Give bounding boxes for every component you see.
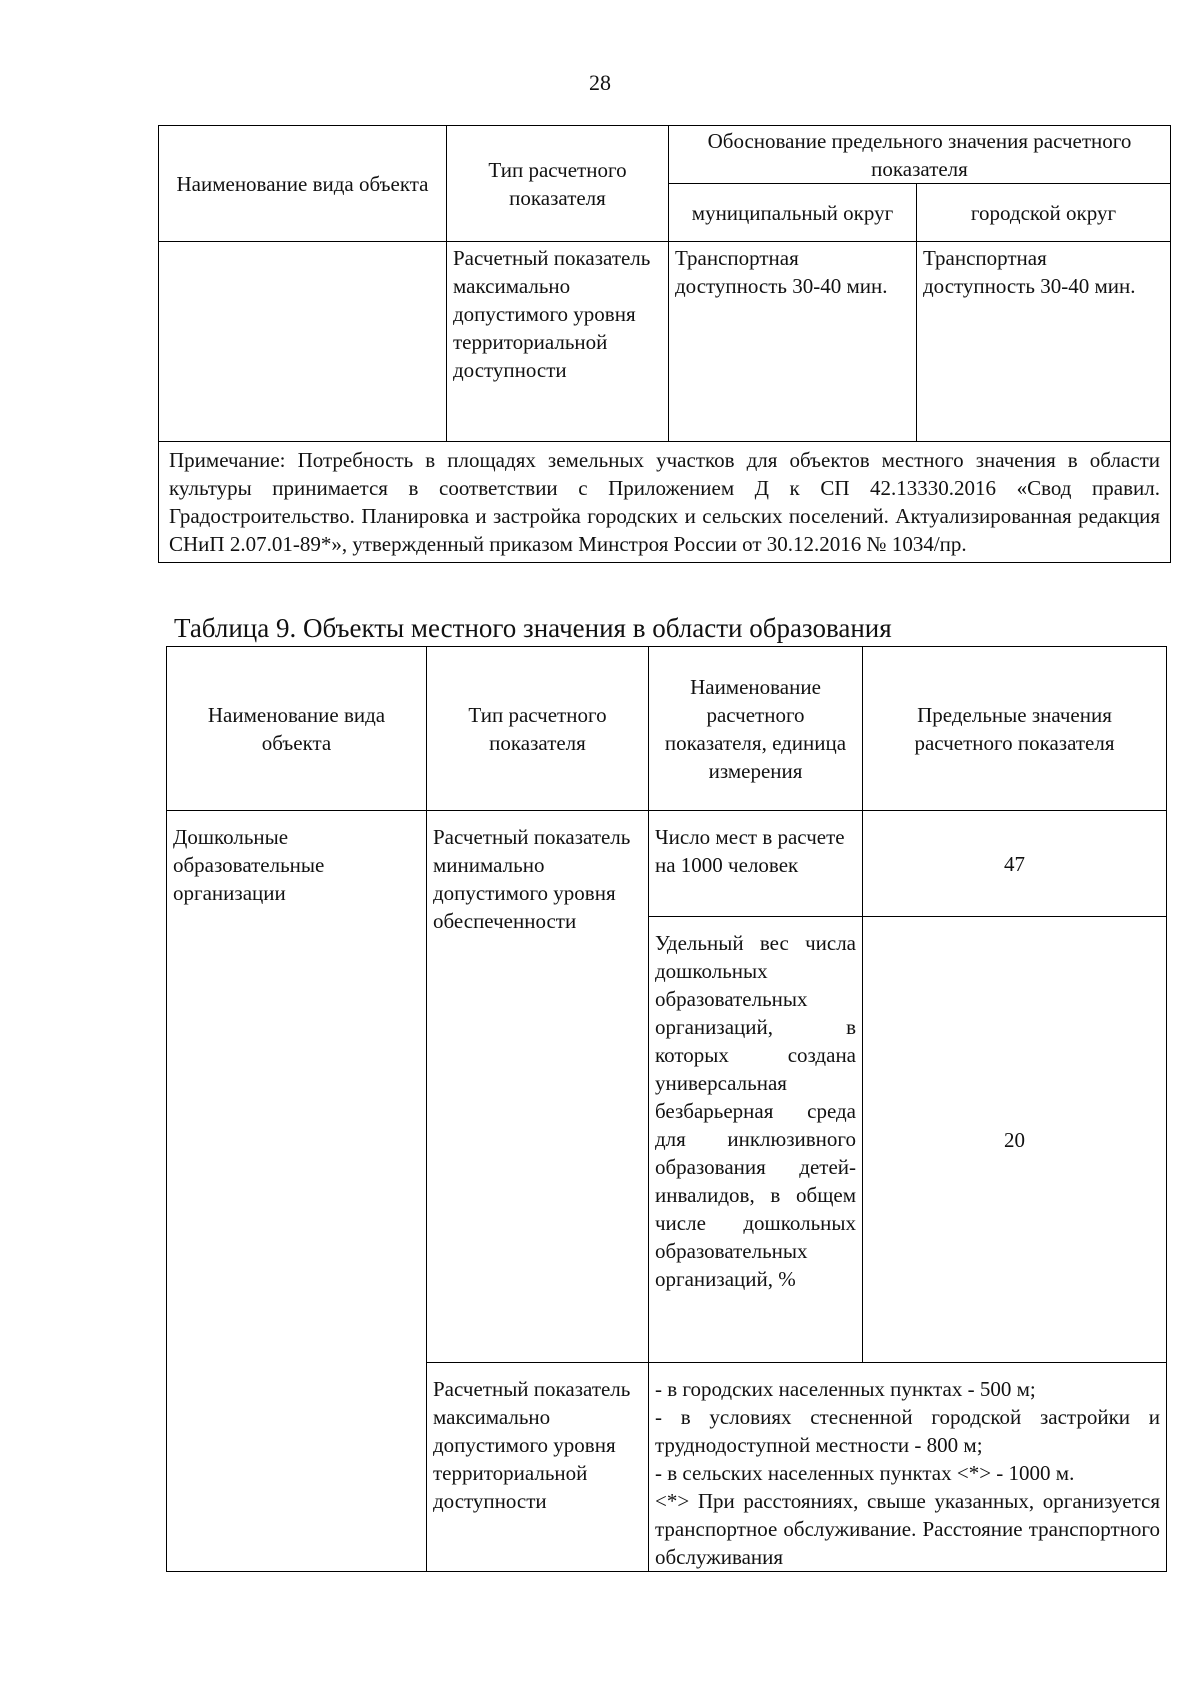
cell-indicator-type: Расчетный показатель максимально допустимого уровня территориальной доступности (447, 242, 669, 442)
cell-min-level: Расчетный показатель минимально допустимого уровня обеспеченности (427, 811, 649, 1363)
header-municipal: муниципальный округ (669, 184, 917, 242)
access-line: <*> При расстояниях, свыше указанных, организуется транспортное обслуживание. Расстояние транспортного обслуживания (655, 1489, 1160, 1569)
cell-max-level: Расчетный показатель максимально допустимого уровня территориальной доступности (427, 1363, 649, 1572)
header-indicator-name: Наименование расчетного показателя, единица измерения (649, 647, 863, 811)
access-line: - в сельских населенных пунктах <*> - 1000 м. (655, 1461, 1075, 1485)
cell-empty (159, 242, 447, 442)
access-line: - в условиях стесненной городской застройки и труднодоступной местности - 800 м; (655, 1405, 1160, 1457)
cell-object: Дошкольные образовательные организации (167, 811, 427, 1572)
header-object-type: Наименование вида объекта (167, 647, 427, 811)
cell-urban: Транспортная доступность 30-40 мин. (917, 242, 1171, 442)
header-indicator-type: Тип расчетного показателя (447, 126, 669, 242)
education-table (166, 646, 1167, 1572)
cell-row1-name: Число мест в расчете на 1000 человек (649, 811, 863, 917)
cell-municipal: Транспортная доступность 30-40 мин. (669, 242, 917, 442)
culture-table-continuation (158, 125, 1171, 563)
header-limit-values: Предельные значения расчетного показателя (863, 647, 1167, 811)
table-note: Примечание: Потребность в площадях земельных участков для объектов местного значения в области культуры принимается в соответствии с Приложением Д к СП 42.13330.2016 «Свод правил. Градостроительство. Планировка и застройка городских и сельских поселений. Актуализированная редакция СНиП 2.07.01-89*», утвержденный приказом Минстроя России от 30.12.2016 № 1034/пр. (159, 442, 1171, 563)
cell-access (649, 1363, 1167, 1572)
page-number: 28 (589, 70, 611, 95)
header-object-type: Наименование вида объекта (159, 126, 447, 242)
header-justification: Обоснование предельного значения расчетного показателя (669, 126, 1171, 184)
cell-row2-name: Удельный вес числа дошкольных образовательных организаций, в которых создана универсальная безбарьерная среда для инклюзивного образования детей-инвалидов, в общем числе дошкольных образовательных организаций, % (649, 917, 863, 1363)
header-indicator-type: Тип расчетного показателя (427, 647, 649, 811)
table-caption: Таблица 9. Объекты местного значения в области образования (174, 613, 892, 643)
header-urban: городской округ (917, 184, 1171, 242)
access-line: - в городских населенных пунктах - 500 м; (655, 1377, 1036, 1401)
cell-row1-value: 47 (863, 811, 1167, 917)
cell-row2-value: 20 (863, 917, 1167, 1363)
